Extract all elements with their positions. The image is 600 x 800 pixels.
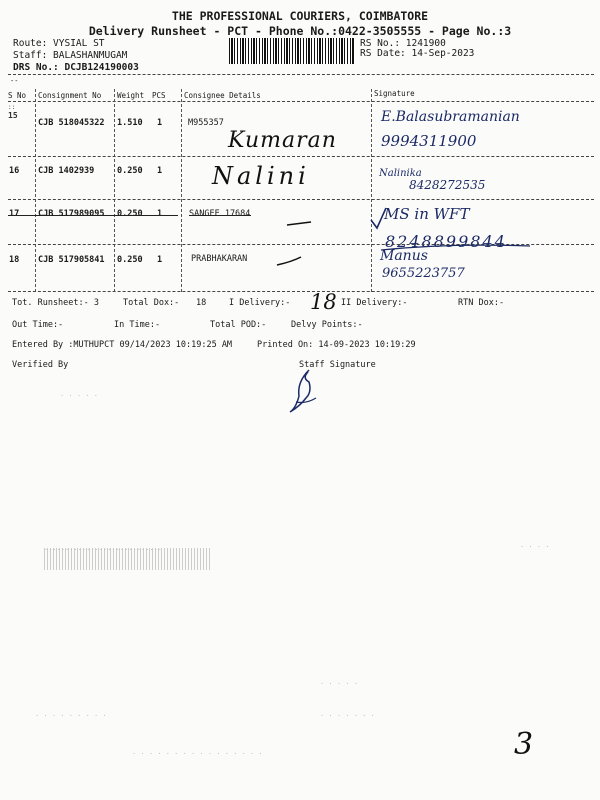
in-time: In Time:-: [114, 320, 161, 330]
verified-by: Verified By: [12, 360, 69, 370]
drs-number: DRS No.: DCJB124190003: [13, 62, 139, 73]
row-consignment: CJB 518045322: [38, 118, 105, 128]
row-pcs: 1: [157, 255, 163, 265]
row-mark: ::: [8, 104, 16, 111]
bleed-through-mark: . . . . . . . . . . . . . . . .: [132, 748, 263, 756]
row-consignee: SANGEE 17684: [189, 209, 251, 219]
row-pcs: 1: [157, 118, 163, 128]
row-weight: 0.250: [117, 209, 143, 219]
row-handwriting: Kumaran: [228, 128, 337, 153]
col-pcs: PCS: [152, 91, 166, 100]
row-pcs: 1: [157, 166, 163, 176]
page-number-mark: 3: [514, 727, 534, 762]
out-time: Out Time:-: [12, 320, 64, 330]
entered-by: Entered By :MUTHUPCT 09/14/2023 10:19:25 AM: [12, 340, 233, 350]
divider-mark: --: [10, 77, 19, 85]
row-pcs: 1: [157, 209, 163, 219]
col-sno: S No: [8, 91, 27, 100]
bleed-through-mark: ............................: [44, 544, 163, 552]
row-signature-name: MS in WFT: [384, 205, 470, 223]
row-signature-phone: 9994311900: [381, 132, 477, 150]
staff-signature-label: Staff Signature: [299, 360, 376, 370]
col-signature: Signature: [374, 89, 415, 98]
bleed-through-mark: . . . . .: [320, 678, 358, 686]
row-signature-name: E.Balasubramanian: [381, 109, 520, 125]
col-consignee: Consignee Details: [184, 91, 261, 100]
row-consignee: M955357: [188, 118, 224, 128]
row-handwriting: Nalini: [212, 162, 310, 190]
ii-delivery-label: II Delivery:-: [341, 298, 408, 308]
rtn-dox-label: RTN Dox:-: [458, 298, 505, 308]
rs-date: RS Date: 14-Sep-2023: [360, 48, 475, 59]
runsheet-title: Delivery Runsheet - PCT - Phone No.:0422-3505555 - Page No.:3: [88, 24, 512, 38]
row-signature-phone: 8248899844: [385, 232, 507, 251]
printed-on: Printed On: 14-09-2023 10:19:29: [257, 340, 416, 350]
row-weight: 1.510: [117, 118, 143, 128]
total-dox-value: 18: [196, 298, 207, 308]
row-signature-name: Manus: [380, 248, 428, 264]
row-sno: 15: [8, 111, 18, 120]
delivery-points: Delvy Points:-: [291, 320, 363, 330]
row-signature-phone: 9655223757: [382, 266, 465, 281]
row-signature-phone: 8428272535: [409, 178, 486, 192]
staff: Staff: BALASHANMUGAM: [13, 50, 128, 61]
company-name: THE PROFESSIONAL COURIERS, COIMBATORE: [171, 9, 429, 23]
row-sno: 17: [9, 209, 20, 219]
row-weight: 0.250: [117, 166, 143, 176]
bleed-through-mark: . . . . . . . . .: [35, 710, 107, 718]
bleed-through-mark: . . . .: [520, 541, 550, 549]
row-weight: 0.250: [117, 255, 143, 265]
route: Route: VYSIAL ST: [13, 38, 105, 49]
row-consignment: CJB 1402939: [38, 166, 95, 176]
row-sno: 18: [9, 255, 20, 265]
row-consignee: PRABHAKARAN: [191, 254, 248, 264]
row-signature-name: Nalinika: [379, 168, 422, 179]
i-delivery-label: I Delivery:-: [229, 298, 291, 308]
total-dox-label: Total Dox:-: [123, 298, 180, 308]
total-pod: Total POD:-: [210, 320, 267, 330]
row-sno: 16: [9, 166, 20, 176]
i-delivery-handwritten: 18: [310, 290, 337, 314]
col-consignment: Consignment No: [38, 91, 102, 100]
bleed-through-mark: . . . . . . .: [320, 710, 375, 718]
col-weight: Weight: [117, 91, 145, 100]
row-consignment: CJB 517905841: [38, 255, 105, 265]
bleed-through-mark: . . . . .: [60, 390, 98, 398]
rs-number: RS No.: 1241900: [360, 38, 446, 49]
total-runsheet: Tot. Runsheet:- 3: [12, 298, 99, 308]
row-consignment: CJB 517989095: [38, 209, 105, 219]
